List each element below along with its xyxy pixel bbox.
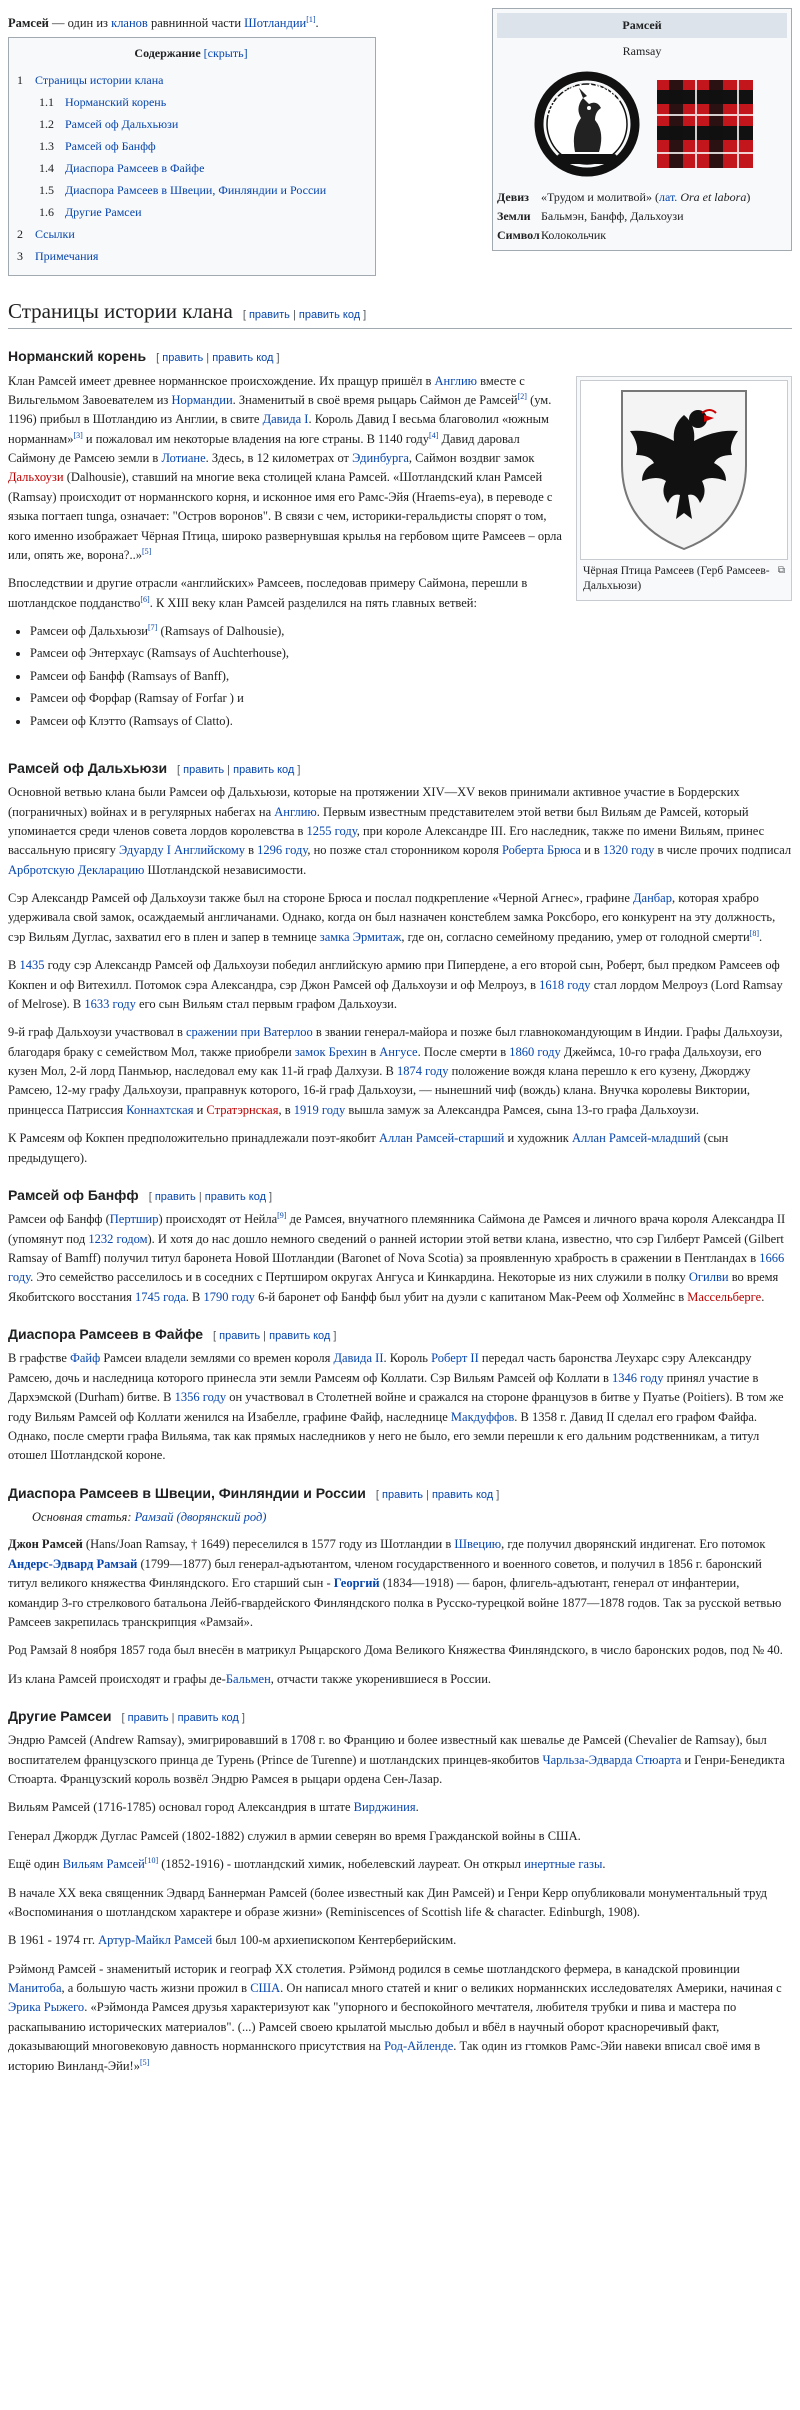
reference-link[interactable]: [10] [144,1856,159,1866]
paragraph: Генерал Джордж Дуглас Рамсей (1802-1882) служил в армии северян во время Гражданской войны в США. [8,1828,581,1843]
inline-link[interactable]: Чарльза-Эдварда Стюарта [542,1752,682,1767]
paragraph: Рэймонд Рамсей - знаменитый историк и географ XX столетия. Рэймонд родился в семье шотландского фермера, в канадской провинции Манитоба, а большую часть жизни прожил в США. Он написал много статей и книг о великих норманнских исследователях Америки, начиная с Эрика Рыжего. «Рэймонда Рамсея друзья характеризуют как "упорного и беспокойного мечтателя, любителя трубки и пива и мастера по раскапыванию исторических материалов". (...) Рамсей своею крылатой мыслью добыл и вбёл в научный оборот красноречивый факт, доказывающий многовековую давность норманнского присутствия на Род-Айленде. Так один из гтомков Рамс-Эйи навеки вписал своё имя в историю Винланд-Эйи!»[5] [8,1961,782,2073]
reference-link[interactable]: [4] [429,430,439,440]
inline-link[interactable]: 1633 году [84,996,136,1011]
edit-link[interactable]: править [248,308,290,321]
crest-motto-text: ORA ET LABORA [544,82,624,119]
edit-links: [ править | править код ] [177,763,301,776]
infobox-row-symbol: Символ Колокольчик [497,228,607,243]
list-item: • Рамсеи оф Энтерхаус (Ramsays of Auchterhouse), [30,644,792,663]
inline-link[interactable]: замок Брехин [294,1044,368,1059]
paragraph: В графстве Файф Рамсеи владели землями со времен короля Давида II. Король Роберт II передал часть баронства Леухарс сэру Александру Рамсею, дочь и наследница которого принесла эти земли Рамсеям оф Коллати. Сэр Вильям Рамсей оф Коллати в 1346 году принял участие в Дархэмской (Durham) битве. В 1356 году он участвовал в Столетней войне и сражался на стороне французов в битве у Пуатье (Poitiers). В том же году Вильям Рамсей оф Коллати женился на Изабелле, графине Файф, наследнице Макдуффов. В 1358 г. Давид II сделал его графом Файфа. Однако, после смерти графа Вильяма, так как прямых наследников у него не было, его земли перешли к его дальним родственникам, а титул отошел Шотландской короне. [8,1351,784,1463]
paragraph: В 1961 - 1974 гг. Артур-Майкл Рамсей был 100-м архиепископом Кентерберийским. [8,1933,457,1948]
edit-source-link[interactable]: править код [177,1712,239,1724]
reference-link[interactable]: [6] [140,594,150,604]
link-latin[interactable]: лат. [658,190,678,205]
inline-link[interactable]: Эрика Рыжего [8,2000,85,2015]
inline-link[interactable]: Пертшир [109,1212,159,1227]
reference-link[interactable]: [8] [749,928,759,938]
table-of-contents [8,37,376,276]
edit-source-link[interactable]: править код [269,1330,331,1343]
inline-link[interactable]: 1435 [19,958,45,973]
link-scotland[interactable]: Шотландии [244,16,307,30]
heading-history: Страницы истории клана [ править | править код ] [8,298,792,329]
toc-hide-toggle[interactable]: [скрыть] [203,46,248,61]
paragraph: Ещё один Вильям Рамсей[10] (1852-1916) - шотландский химик, нобелевский лауреат. Он открыл инертные газы. [8,1856,606,1872]
heading-norman: Норманский корень [ править | править код ] [8,348,280,365]
inline-link[interactable]: 1346 году [612,1370,664,1385]
heading-sweden: Диаспора Рамсеев в Швеции, Финляндии и России [ править | править код ] [8,1484,500,1501]
inline-link[interactable]: 1874 году [397,1064,449,1079]
article-content [8,8,792,2085]
ref-1[interactable]: [1] [306,14,316,24]
inline-link[interactable]: Англию [274,804,317,819]
paragraph: Джон Рамсей (Hans/Joan Ramsay, † 1649) переселился в 1577 году из Шотландии в Швецию, где получил дворянский индигенат. Его потомок Андерс-Эдвард Рамзай (1799—1877) был генерал-адъютантом, членом государственного и военного советов, и получил в 1856 г. баронский титул великого княжества Финляндского. Его старший сын - Георгий (1834—1918) — барон, флигель-адъютант, генерал от инфантерии, командир 3-го стрелкового батальона Лейб-гвардейского Финляндского полка в Русско-турецкой войне 1877—1878 годов. Так за русской ветвью Рамсеев закрепилась транскрипция «Рамзай». [8,1537,782,1629]
inline-link[interactable]: Давида II [333,1351,384,1366]
edit-source-link[interactable]: править код [212,352,274,365]
inline-link[interactable]: 1296 году [257,843,308,858]
edit-source-link[interactable]: править код [298,308,361,321]
edit-link[interactable]: править [382,1488,423,1501]
list-item: • Рамсеи оф Дальхьюзи[7] (Ramsays of Dalhousie), [30,622,792,641]
paragraph: В 1435 году сэр Александр Рамсей оф Дальхоузи победил английскую армию при Пипердене, а его второй сын, Роберт, был предком Рамсеев оф Кокпен и оф Витехилл. Потомок сэра Александра, сэр Джон Рамсей оф Дальхоузи и оф Мелроуз, в 1618 году стал лордом Мелроуз (Lord Ramsay of Melrose). В 1633 году его сын Вильям стал первым графом Дальхоузи. [8,958,783,1011]
inline-link[interactable]: 1860 году [509,1044,561,1059]
paragraph: Впоследствии и другие отрасли «английских» Рамсеев, последовав примеру Саймона, перешли в шотландское подданство[6]. К XIII веку клан Рамсей разделился на пять главных ветвей: [8,576,528,610]
inline-link[interactable]: 1320 году [602,843,655,858]
thumbnail-caption: ⧉ Чёрная Птица Рамсеев (Герб Рамсеев-Дальхьюзи) [583,564,785,593]
toc-list [17,69,365,267]
inline-link[interactable]: Вильям Рамсей [62,1857,145,1872]
inline-link[interactable]: Швецию [454,1537,502,1552]
inline-link[interactable]: Макдуффов [450,1409,515,1424]
inline-link[interactable]: Эдинбурга [352,451,409,466]
paragraph: Клан Рамсей имеет древнее норманнское происхождение. Их пращур пришёл в Англию вместе с Вильгельмом Завоевателем из Нормандии. Знаменитый в своё время рыцарь Саймон де Рамсей[2] (ум. 1196) прибыл в Шотландию из Англии, в свите Давида I. Король Давид I весьма благоволил «южным норманнам»[3] и пожаловал им некоторые владения на юге страны. В 1140 году[4] Давид даровал Саймону де Рамсею земли в Лотиане. Здесь, в 12 километрах от Эдинбурга, Саймон воздвиг замок Дальхоузи (Dalhousie), ставший на многие века столицей клана Рамсей. «Шотландский клан Рамсей (Ramsay) происходит от норманнского корня, и исконное имя его Рамс-Эйя (Hraems-eya), в переводе с языка погтаеп tunga, означает: "Остров воронов". В связи с чем, историки-геральдисты спорят о том, кого именно изображает Чёрная Птица, широко развернувшая крылья на гербовом щите Рамсеев – орла или, опять же, ворона?..»[5] [8,373,562,562]
inline-link[interactable]: Данбар [633,891,672,906]
toc-item[interactable]: 1.1 Норманский корень [39,94,167,109]
infobox-row-lands: Земли Бальмэн, Банфф, Дальхоузи [497,209,684,224]
inline-link[interactable]: Роберт II [431,1351,479,1366]
inline-link[interactable]: Роберта Брюса [501,843,581,858]
inline-link[interactable]: 1745 года [135,1289,186,1304]
toc-item[interactable]: 1.6 Другие Рамсеи [39,204,142,219]
inline-link[interactable]: замка Эрмитаж [319,929,402,944]
heading-banff: Рамсей оф Банфф [ править | править код ] [8,1186,273,1203]
inline-link[interactable]: Аллан Рамсей-младший [572,1131,701,1146]
reference-link[interactable]: [3] [73,430,83,440]
inline-link[interactable]: Бальмен [225,1671,271,1686]
paragraph: 9-й граф Дальхоузи участвовал в сражении при Ватерлоо в звании генерал-майора и позже был главнокомандующим в Индии. Графы Дальхоузи, благодаря браку с семейством Мол, также приобрели замок Брехин в Ангусе. После смерти в 1860 году Джеймса, 10-го графа Дальхоузи, его кузен Мол, 2-й лорд Панмьюр, наследовал ему как 11-й граф Далхузи. В 1874 году положение вождя клана перешло к его кузену, Джорджу Рамсею, 12-му графу Дальхоузи, праправнук которого, 16-й граф Дальхоузи, — нынешний чиф (вождь) клана. Внучка королевы Виктории, принцесса Патриссия Коннахтская и Стратэрнская, в 1919 году вышла замуж за Александра Рамсея, сына 13-го графа Дальхоузи. [8,1025,783,1117]
red-link[interactable]: Стратэрнская [206,1102,279,1117]
inline-link[interactable]: 1232 годом [88,1231,148,1246]
red-link[interactable]: Массельберге [687,1289,762,1304]
edit-link[interactable]: править [219,1330,261,1343]
edit-links: [ править | править код ] [242,308,367,321]
inline-link[interactable]: Англию [434,373,477,388]
inline-link[interactable]: Огилви [688,1270,729,1285]
inline-link[interactable]: сражении при Ватерлоо [186,1025,313,1040]
toc-item[interactable]: 1.2 Рамсей оф Дальхьюзи [39,116,179,131]
infobox [492,8,792,251]
toc-item[interactable]: 1.5 Диаспора Рамсеев в Швеции, Финляндии и России [39,182,327,197]
paragraph: Эндрю Рамсей (Andrew Ramsay), эмигрировавший в 1708 г. во Францию и более известный как шевалье де Рамсей (Chevalier de Ramsay), был воспитателем французского принца де Турень (Prince de Turenne) и шотландских принцев-якобитов Чарльза-Эдварда Стюарта и Генри-Бенедикта Стюарта. Французский король возвёл Эндрю Рамсея в рыцари ордена Сен-Лазар. [8,1733,785,1787]
link-clans[interactable]: кланов [111,16,148,30]
enlarge-icon[interactable]: ⧉ [777,564,785,576]
inline-link[interactable]: Файф [70,1351,101,1366]
section-history [8,298,792,329]
inline-link[interactable]: 1666 году [8,1251,785,1285]
edit-link[interactable]: править [183,763,225,776]
clan-crest-badge-icon[interactable] [531,68,643,180]
paragraph: Из клана Рамсей происходят и графы де-Бальмен, отчасти также укоренившиеся в России. [8,1671,492,1686]
infobox-subtitle: Ramsay [622,43,662,58]
inline-link[interactable]: Ангусе [379,1044,418,1059]
edit-link[interactable]: править [154,1190,196,1203]
inline-link[interactable]: Георгий [333,1576,380,1591]
edit-links: [ править | править код ] [213,1330,337,1343]
paragraph: Основной ветвью клана были Рамсеи оф Дальхьюзи, которые на протяжении XIV—XV веков принимали активное участие в Бордерских (пограничных) войнах и в регулярных набегах на Англию. Первым известным представителем этой ветви был Вильям де Рамсей, который упоминается среди членов совета лордов королевства в 1255 году, при короле Александре III. Его наследник, также по имени Вильям, принес вассальную присягу Эдуарду I Английскому в 1296 году, но позже стал сторонником короля Роберта Брюса и в 1320 году в числе прочих подписал Арбротскую Декларацию Шотландской независимости. [8,785,792,877]
reference-link[interactable]: [5] [141,546,152,556]
reference-link[interactable]: [5] [139,2057,150,2067]
ref-7[interactable]: [7] [148,622,158,632]
red-link[interactable]: Дальхоузи [8,470,64,485]
coat-of-arms-image[interactable] [580,380,788,560]
heading-others: Другие Рамсеи [ править | править код ] [8,1708,245,1724]
list-item: • Рамсеи оф Клэтто (Ramsays of Clatto). [30,712,792,731]
inline-link[interactable]: 1919 году [293,1102,346,1117]
edit-link[interactable]: править [127,1712,169,1724]
edit-link[interactable]: править [162,352,204,365]
inline-link[interactable]: Эдуарду I Английскому [118,843,245,858]
edit-source-link[interactable]: править код [431,1488,494,1501]
edit-links: [ править | править код ] [375,1488,500,1501]
paragraph: Род Рамзай 8 ноября 1857 года был внесён в матрикул Рыцарского Дома Великого Княжества Финляндского, в число баронских родов, под № 40. [8,1643,783,1658]
inline-link[interactable]: 1790 году [203,1289,255,1304]
inline-link[interactable]: Нормандии [171,392,233,407]
heading-dalhousie: Рамсей оф Дальхьюзи [ править | править код ] [8,759,301,776]
inline-link[interactable]: Артур-Майкл Рамсей [98,1933,213,1948]
thumbnail-black-bird [576,376,792,601]
intro-paragraph: Рамсей — один из кланов равнинной части Шотландии[1]. [8,14,319,30]
branches-list [8,622,792,731]
inline-link[interactable]: Коннахтская [126,1102,194,1117]
inline-link[interactable]: 1356 году [174,1390,227,1405]
inline-link[interactable]: Вирджиния [353,1800,416,1815]
infobox-title: Рамсей [497,13,787,38]
inline-link[interactable]: Лотиане [161,451,206,466]
toc-item[interactable]: 1.3 Рамсей оф Банфф [39,138,156,153]
hatnote: Основная статья: Рамзай (дворянский род) [32,1510,267,1524]
inline-link[interactable]: Давида I [262,412,309,427]
toc-item[interactable]: 1.4 Диаспора Рамсеев в Файфе [39,160,205,175]
paragraph: Сэр Александр Рамсей оф Дальхоузи также был на стороне Брюса и послал подкрепление «Черной Агнес», графине Данбар, которая храбро удерживала свой замок, осаждаемый англичанами. Однако, когда он был назначен констеблем замка Роксборо, его конкурент на эту должность, сэр Вильям Дуглас, захватил его в плен и запер в темнице замка Эрмитаж, где он, согласно семейному преданию, умер от голодной смерти[8]. [8,891,776,944]
inline-link[interactable]: 1255 году [306,823,357,838]
tartan-icon[interactable] [657,80,753,168]
edit-links: [ править | править код ] [148,1190,273,1203]
inline-link[interactable]: Андерс-Эдвард Рамзай [8,1556,138,1571]
infobox-row-motto: Девиз «Трудом и молитвой» (лат. Ora et labora) [497,190,751,205]
inline-link[interactable]: Манитоба [8,1981,62,1996]
paragraph: Вильям Рамсей (1716-1785) основал город Александрия в штате Вирджиния. [8,1800,419,1815]
inline-link[interactable]: Арбротскую Декларацию [8,862,145,877]
toc-item[interactable]: 1 Страницы истории клана [17,72,164,87]
inline-link[interactable]: Род-Айленде [384,2039,454,2054]
edit-source-link[interactable]: править код [204,1190,266,1203]
edit-links: [ править | править код ] [121,1712,245,1724]
list-item: • Рамсеи оф Форфар (Ramsay of Forfar ) и [30,689,792,708]
inline-link[interactable]: США [250,1981,281,1996]
paragraph: Рамсеи оф Банфф (Пертшир) происходят от Нейла[9] де Рамсея, внучатного племянника Саймона де Рамсея и личного врача короля Александра II (упомянут под 1232 годом). И хотя до нас дошло немного сведений о ранней истории этой ветви клана, известно, что сэр Гилберт Рамсей (Gilbert Ramsay of Bamff) получил титул баронета Новой Шотландии (Baronet of Nova Scotia) за проявленную храбрость в сражении в Пентландах в 1666 году. Это семейство расселилось и в соседних с Пертширом округах Ангуса и Кинкардина. Некоторые из них служили в полку Огилви во время Якобитского восстания 1745 года. В 1790 году 6-й баронет оф Банфф был убит на дуэли с капитаном Мак-Реем оф Холмейнс в Массельберге. [8,1211,786,1304]
inline-link[interactable]: Аллан Рамсей-старший [378,1131,505,1146]
paragraph: В начале XX века священник Эдвард Баннерман Рамсей (более известный как Дин Рамсей) и Генри Керр опубликовали монументальный труд «Воспоминания о шотландском характере и образе жизни» (Reminiscences of Scottish life & character. Edinburgh, 1908). [8,1885,768,1919]
toc-title: Содержание [скрыть] [134,46,248,61]
edit-source-link[interactable]: править код [233,763,295,776]
link-main-article[interactable]: Рамзай (дворянский род) [134,1510,267,1524]
inline-link[interactable]: инертные газы [524,1857,603,1872]
infobox-images [497,64,787,186]
black-eagle-shield-icon [614,385,754,555]
toc-item[interactable]: 2 Ссылки [17,226,75,241]
toc-item[interactable]: 3 Примечания [17,248,99,263]
reference-link[interactable]: [9] [277,1211,287,1221]
inline-link[interactable]: 1618 году [539,977,591,992]
paragraph: К Рамсеям оф Кокпен предположительно принадлежали поэт-якобит Аллан Рамсей-старший и художник Аллан Рамсей-младший (сын предыдущего). [8,1131,729,1165]
edit-links: [ править | править код ] [156,352,280,365]
list-item: • Рамсеи оф Банфф (Ramsays of Banff), [30,667,792,686]
heading-fife: Диаспора Рамсеев в Файфе [ править | править код ] [8,1326,337,1343]
reference-link[interactable]: [2] [517,391,527,401]
intro-term: Рамсей [8,16,49,30]
